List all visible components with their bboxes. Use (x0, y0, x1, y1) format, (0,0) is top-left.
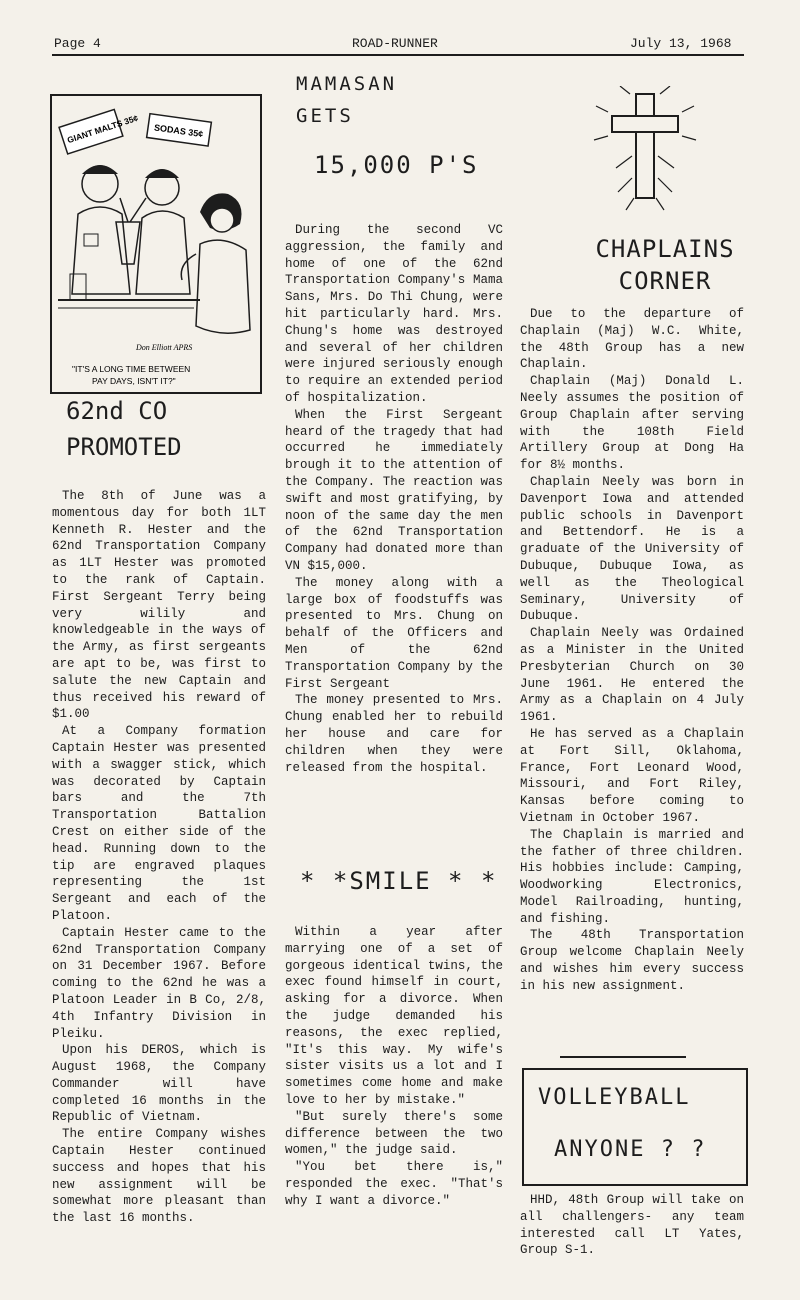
volleyball-title-2: ANYONE ? ? (554, 1137, 707, 1162)
promoted-paragraph: The 8th of June was a momentous day for both 1LT Kenneth R. Hester and the 62nd Transportation Company as 1LT Hester was promoted to the rank of Captain. First Sergeant Terry being very wilily and knowledgeable in the ways of the Army, as first sergeants are apt to be, was first to salute the new Captain and thus received his reward of $1.00 (52, 489, 266, 722)
promoted-paragraph: Upon his DEROS, which is August 1968, the Company Commander will have completed 16 months in the Republic of Vietnam. (52, 1043, 266, 1125)
chaplain-paragraph: Due to the departure of Chaplain (Maj) W.C. White, the 48th Group has a new Chaplain. (520, 307, 744, 372)
chaplain-article (520, 306, 744, 995)
promoted-paragraph: At a Company formation Captain Hester was presented with a swagger stick, which was decorated by Captain bars and the 7th Transportation Battalion Crest on either side of the head. Running down to the tip are engraved plaques representing the 1st Sergeant and each of the Platoon. (52, 724, 266, 923)
mamasan-title-1: MAMASAN (296, 73, 398, 95)
volleyball-title-1: VOLLEYBALL (538, 1085, 691, 1110)
cartoon-signature: Don Elliott APRS (136, 343, 193, 352)
issue-date: July 13, 1968 (630, 36, 732, 51)
promoted-title-1: 62nd CO (66, 397, 168, 425)
smile-paragraph: "But surely there's some difference between the two women," the judge said. (285, 1109, 503, 1158)
chaplain-paragraph: Chaplain Neely was born in Davenport Iowa and attended public schools in Davenport and Bettendorf. He is a graduate of the University of Dubuque, Dubuque Iowa, as well as the Theological Seminary, University of Dubuque. (520, 474, 744, 624)
volleyball-text: HHD, 48th Group will take on all challengers- any team interested call LT Yates, Group S-1. (520, 1193, 744, 1258)
smile-paragraph: Within a year after marrying one of a set of gorgeous identical twins, the exec found himself in court, asking for a divorce. When the judge demanded his reasons, the exec replied, "It's this way. My wife's sister visits us a lot and I sometimes come home and make love to her by mistake." (285, 925, 503, 1107)
chaplain-paragraph: The Chaplain is married and the father of three children. His hobbies include: Camping, Woodworking Electronics, Model Railroading, hunting, and fishing. (520, 827, 744, 926)
chaplain-title-1: CHAPLAINS (595, 235, 735, 263)
mamasan-paragraph: The money presented to Mrs. Chung enabled her to rebuild her house and care for children when they were released from the hospital. (285, 693, 503, 775)
newspaper-name: ROAD-RUNNER (352, 36, 438, 51)
volleyball-article (520, 1192, 744, 1259)
mamasan-title-2: GETS (296, 105, 354, 127)
smile-title: * *SMILE * * (300, 867, 498, 895)
cross-icon (590, 86, 700, 216)
mamasan-paragraph: During the second VC aggression, the family and home of one of the 62nd Transportation Company's Mama Sans, Mrs. Do Thi Chung, were hit particularly hard. Mrs. Chung's home was destroyed and several of her children were injured seriously enough to require an extended period of hospitalization. (285, 223, 503, 405)
promoted-paragraph: The entire Company wishes Captain Hester continued success and hopes that his new assignment will be somewhat more pleasant than the last 16 months. (52, 1127, 266, 1226)
mamasan-title-3: 15,000 P'S (314, 151, 479, 179)
section-divider (560, 1056, 686, 1058)
mamasan-paragraph: The money along with a large box of foodstuffs was presented to Mrs. Chung on behalf of the Officers and Men of the 62nd Transportation Company by the First Sergeant (285, 575, 503, 691)
chaplain-paragraph: The 48th Transportation Group welcome Chaplain Neely and wishes him every success in his new assignment. (520, 928, 744, 993)
cartoon-caption-1: "IT'S A LONG TIME BETWEEN (72, 364, 191, 374)
cartoon-sign-malts: GIANT MALTS 35¢ (65, 112, 140, 146)
smile-article (285, 924, 503, 1210)
mamasan-article (285, 222, 503, 776)
chaplain-paragraph: Chaplain (Maj) Donald L. Neely assumes the position of Group Chaplain after serving with the 108th Field Artillery Group at Dong Ha for 8½ months. (520, 374, 744, 473)
volleyball-box (522, 1068, 748, 1186)
page-number: Page 4 (54, 36, 101, 51)
smile-paragraph: "You bet there is," responded the exec. "That's why I want a divorce." (285, 1160, 503, 1208)
mamasan-paragraph: When the First Sergeant heard of the tragedy that had occurred he immediately brough it to the attention of the Company. The reaction was swift and most gratifying, by noon of the same day the men of the 62nd Transportation Company had donated more than VN $15,000. (285, 407, 503, 573)
cartoon-caption-2: PAY DAYS, ISN'T IT?" (92, 376, 176, 386)
promoted-title-2: PROMOTED (66, 433, 182, 461)
chaplain-title-2: CORNER (618, 267, 712, 295)
cartoon-sign-sodas: SODAS 35¢ (153, 122, 204, 140)
header-rule (52, 54, 744, 56)
promoted-article (52, 488, 266, 1227)
cartoon-illustration (50, 94, 262, 394)
chaplain-paragraph: Chaplain Neely was Ordained as a Minister in the United Presbyterian Church on 30 June 1961. He entered the Army as a Chaplain on 4 July 1961. (520, 626, 744, 725)
promoted-paragraph: Captain Hester came to the 62nd Transportation Company on 31 December 1967. Before coming to the 62nd he was a Platoon Leader in B Co, 2/8, 4th Infantry Division in Pleiku. (52, 925, 266, 1041)
chaplain-paragraph: He has served as a Chaplain at Fort Sill, Oklahoma, France, Fort Leonard Wood, Missouri, and Fort Riley, Kansas before coming to Vietnam in October 1967. (520, 726, 744, 825)
